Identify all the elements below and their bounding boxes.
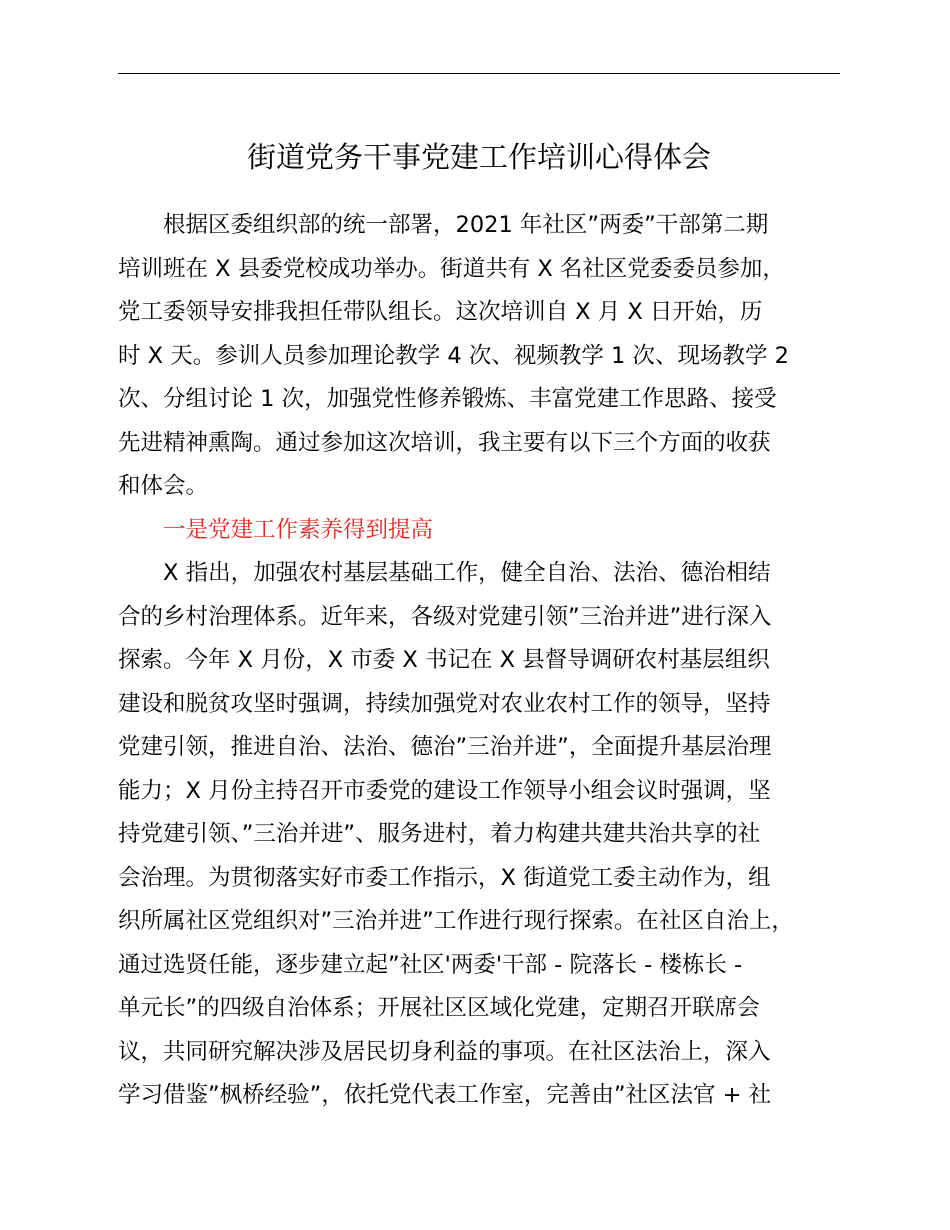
paragraph-line: 和体会。 bbox=[118, 473, 209, 499]
paragraph-line: 持党建引领、”三治并进”、服务进村，着力构建共建共治共享的社 bbox=[118, 821, 761, 847]
paragraph-line: 探索。今年 X 月份，X 市委 X 书记在 X 县督导调研农村基层组织 bbox=[118, 647, 770, 673]
paragraph-line: 党工委领导安排我担任带队组长。这次培训自 X 月 X 日开始，历 bbox=[118, 299, 763, 325]
paragraph-line: 次、分组讨论 1 次，加强党性修养锻炼、丰富党建工作思路、接受 bbox=[118, 386, 777, 412]
paragraph-line: 建设和脱贫攻坚时强调，持续加强党对农业农村工作的领导，坚持 bbox=[118, 690, 771, 717]
paragraph-line: 培训班在 X 县委党校成功举办。街道共有 X 名社区党委委员参加， bbox=[118, 255, 785, 282]
section-heading-text: 一是党建工作素养得到提高 bbox=[163, 516, 434, 543]
paragraph-line: 通过选贤任能，逐步建立起”社区'两委'干部 - 院落长 - 楼栋长 - bbox=[118, 951, 743, 978]
document-title: 街道党务干事党建工作培训心得体会 bbox=[246, 140, 711, 174]
paragraph-line: 根据区委组织部的统一部署，2021 年社区”两委”干部第二期 bbox=[118, 212, 769, 238]
paragraph-line: X 指出，加强农村基层基础工作，健全自治、法治、德治相结 bbox=[118, 560, 771, 586]
document-body bbox=[118, 204, 848, 1118]
paragraph-line: 议，共同研究解决涉及居民切身利益的事项。在社区法治上，深入 bbox=[118, 1038, 771, 1065]
paragraph-line: 学习借鉴”枫桥经验”，依托党代表工作室，完善由”社区法官 + 社 bbox=[118, 1082, 772, 1108]
paragraph-line: 织所属社区党组织对”三治并进”工作进行现行探索。在社区自治上， bbox=[118, 908, 794, 934]
paragraph-line: 会治理。为贯彻落实好市委工作指示，X 街道党工委主动作为，组 bbox=[118, 864, 771, 891]
paragraph-line: 能力；X 月份主持召开市委党的建设工作领导小组会议时强调，坚 bbox=[118, 777, 771, 804]
section-heading bbox=[118, 509, 848, 553]
header-rule bbox=[118, 73, 840, 74]
paragraph-line: 单元长”的四级自治体系；开展社区区域化党建，定期召开联席会 bbox=[118, 995, 760, 1021]
paragraph-line: 党建引领，推进自治、法治、德治”三治并进”，全面提升基层治理 bbox=[118, 734, 772, 760]
paragraph-line: 合的乡村治理体系。近年来，各级对党建引领”三治并进”进行深入 bbox=[118, 603, 772, 630]
paragraph-line: 时 X 天。参训人员参加理论教学 4 次、视频教学 1 次、现场教学 2 bbox=[118, 342, 789, 369]
paragraph-line: 先进精神熏陶。通过参加这次培训，我主要有以下三个方面的收获 bbox=[118, 429, 771, 456]
